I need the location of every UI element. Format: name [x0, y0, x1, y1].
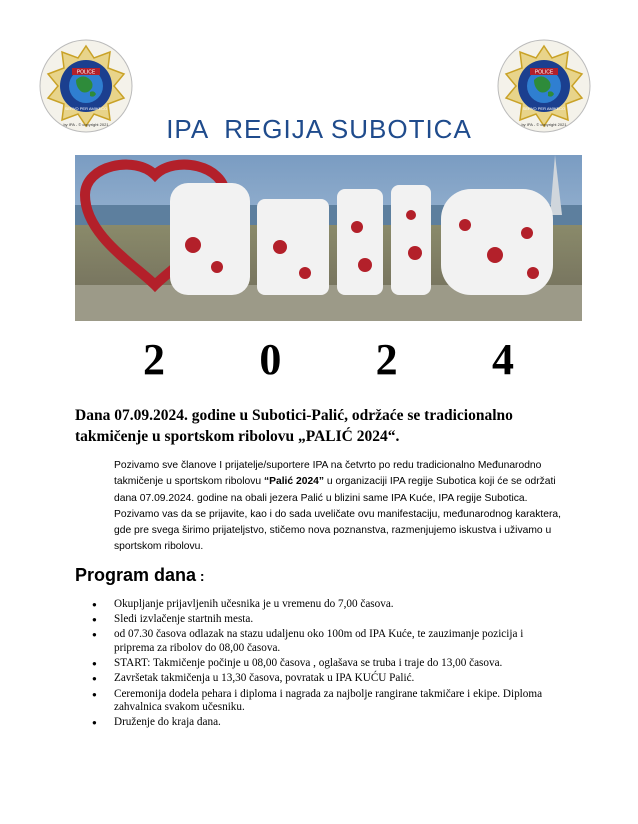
- invitation-text-2: u organizaciji IPA regije Subotica koji će se održati dana 07.09.2024. godine na obali jezera Palić u blizini same IPA Kuće, IPA regije Subotica. Pozivamo vas da se prijavite, kao i do sada uveličate ovu manifestaciju, međunarodnog karaktera, gde pre svega širimo prijateljstvo, stičemo nova poznanstva, razmenjujemo iskustva i uživamo u sportskom ribolovu.: [114, 476, 562, 553]
- logo-copyright: by IPA - © copyright 2021: [521, 122, 567, 127]
- program-list: [92, 598, 562, 732]
- list-item: ● Sledi izvlačenje startnih mesta.: [92, 613, 562, 627]
- program-heading: [75, 565, 205, 586]
- logo-band-text: SERVO PER AMIKECO: [522, 106, 566, 111]
- year-display: [75, 334, 582, 384]
- sign-text: PALIĆ: [75, 155, 78, 156]
- logo-center-text: POLICE: [534, 69, 554, 76]
- list-item: ● Ceremonija dodela pehara i diploma i nagrada za najbolje rangirane takmičare i ekipe. Diploma zahvalnica svakom učesniku.: [92, 688, 562, 715]
- year-digit: 2: [375, 335, 398, 384]
- headline-line-1: Dana 07.09.2024. godine u Subotici-Palić, održaće se tradicionalno: [75, 407, 513, 424]
- title-ipa: IPA: [166, 114, 208, 144]
- logo-copyright: by IPA - © copyright 2021: [63, 122, 109, 127]
- page-title: [0, 114, 638, 145]
- palic-sign-photo: [75, 155, 582, 321]
- headline-line-2: takmičenje u sportskom ribolovu „PALIĆ 2024“.: [75, 428, 400, 445]
- list-item: ● Druženje do kraja dana.: [92, 716, 562, 730]
- logo-center-text: POLICE: [76, 69, 96, 76]
- list-item: ● Završetak takmičenja u 13,30 časova, povratak u IPA KUĆU Palić.: [92, 672, 562, 686]
- program-title: Program dana: [75, 565, 197, 585]
- invitation-text-1: Pozivamo sve članove I prijatelje/suportere IPA na četvrto po redu tradicionalno Međunarodno takmičenje u sportskom ribolovu: [114, 460, 542, 488]
- year-digit: 0: [259, 335, 282, 384]
- year-digit: 2: [143, 335, 165, 384]
- year-digit: 4: [491, 335, 514, 384]
- logo-band-text: SERVO PER AMIKECO: [64, 106, 108, 111]
- list-item: ● Okupljanje prijavljenih učesnika je u vremenu do 7,00 časova.: [92, 598, 562, 612]
- invitation-highlight: “Palić 2024”: [263, 476, 325, 488]
- list-item: ● od 07.30 časova odlazak na stazu udaljenu oko 100m od IPA Kuće, te zauzimanje pozicija i priprema za ribolov do 08,00 časova.: [92, 628, 562, 655]
- title-region: REGIJA SUBOTICA: [224, 114, 472, 144]
- program-colon: :: [196, 568, 205, 584]
- list-item: ● START: Takmičenje počinje u 08,00 časova , oglašava se truba i traje do 13,00 časova.: [92, 657, 562, 671]
- event-headline: [75, 405, 565, 447]
- invitation-paragraph: [114, 458, 564, 556]
